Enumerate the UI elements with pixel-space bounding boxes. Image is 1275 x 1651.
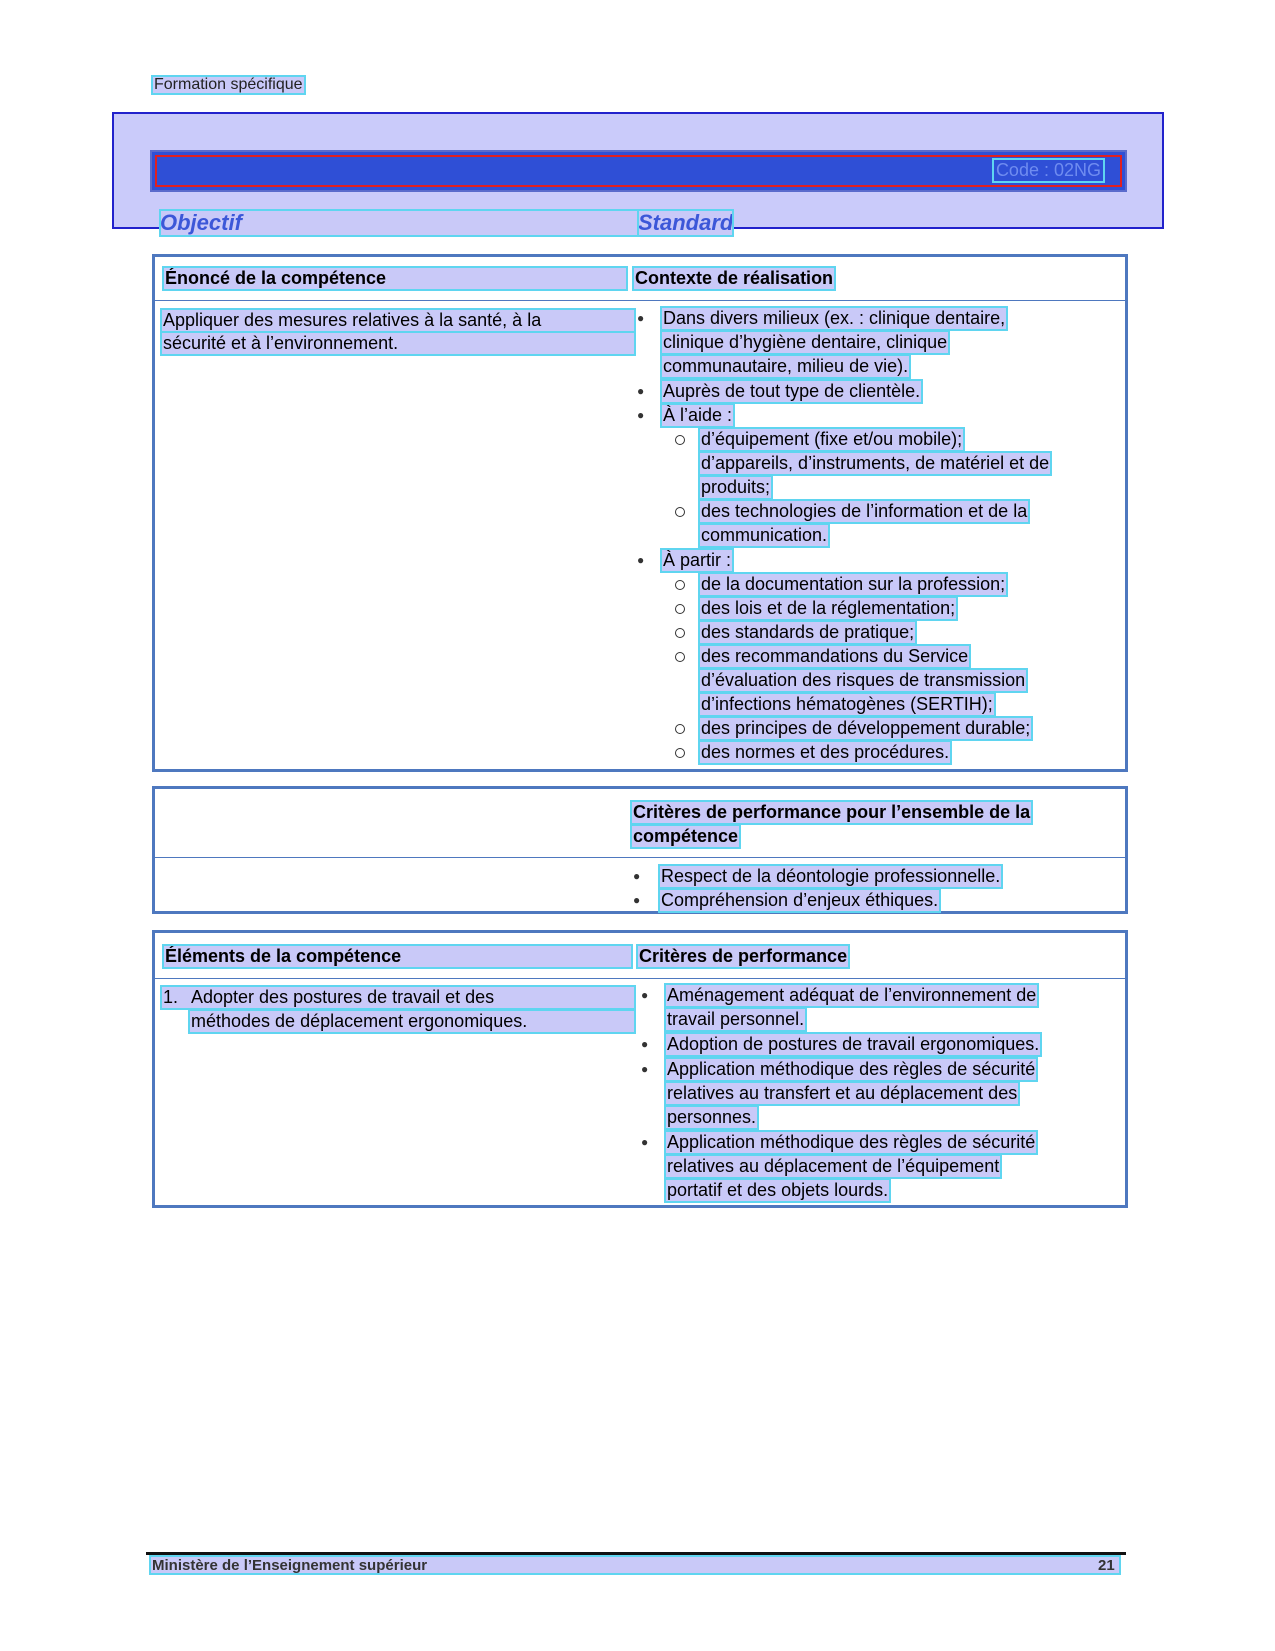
overall-criterion: Respect de la déontologie professionnelle.	[661, 866, 1001, 886]
sub-bullet-icon	[675, 748, 685, 758]
competency-code: Code : 02NG	[995, 160, 1101, 180]
overall-criteria-header: Critères de performance pour l’ensemble de la	[633, 802, 1031, 822]
bullet-icon: ●	[633, 893, 641, 907]
element-line: Adopter des postures de travail et des	[191, 987, 495, 1007]
context-line: communautaire, milieu de vie).	[663, 356, 909, 376]
overall-criteria-header: compétence	[633, 826, 739, 846]
contexte-header: Contexte de réalisation	[635, 268, 834, 288]
table-divider	[155, 857, 1125, 858]
context-subline: d’équipement (fixe et/ou mobile);	[701, 429, 963, 449]
context-subline: produits;	[701, 477, 771, 497]
context-line: À partir :	[663, 550, 732, 570]
criterion-line: relatives au déplacement de l’équipement	[667, 1156, 1000, 1176]
context-subline: d’infections hématogènes (SERTIH);	[701, 694, 993, 714]
sub-bullet-icon	[675, 724, 685, 734]
table-divider	[155, 300, 1125, 301]
criterion-line: Application méthodique des règles de sécurité	[667, 1132, 1036, 1152]
criterion-line: Application méthodique des règles de sécurité	[667, 1059, 1036, 1079]
context-line: Dans divers milieux (ex. : clinique dentaire,	[663, 308, 1006, 328]
competence-line: sécurité et à l’environnement.	[161, 332, 635, 355]
context-subline: des technologies de l’information et de la	[701, 501, 1028, 521]
bullet-icon: ●	[641, 988, 649, 1002]
enonce-header: Énoncé de la compétence	[163, 267, 627, 290]
bullet-icon: ●	[633, 869, 641, 883]
criterion-line: travail personnel.	[667, 1009, 805, 1029]
sub-bullet-icon	[675, 580, 685, 590]
context-subline: d’évaluation des risques de transmission	[701, 670, 1026, 690]
objectif-label: Objectif	[160, 210, 640, 236]
elements-criteria-table	[152, 930, 1128, 1208]
sub-bullet-icon	[675, 628, 685, 638]
table-divider	[155, 978, 1125, 979]
bullet-icon: ●	[641, 1062, 649, 1076]
bullet-icon: ●	[641, 1037, 649, 1051]
element-line: méthodes de déplacement ergonomiques.	[189, 1010, 635, 1033]
criteres-header: Critères de performance	[639, 946, 848, 966]
criterion-line: personnes.	[667, 1107, 757, 1127]
criterion-line: Aménagement adéquat de l’environnement de	[667, 985, 1037, 1005]
running-header: Formation spécifique	[154, 76, 303, 93]
page-number: 21	[1098, 1557, 1115, 1574]
context-line: À l’aide :	[663, 405, 733, 425]
context-subline: d’appareils, d’instruments, de matériel et de	[701, 453, 1050, 473]
code-bar	[150, 150, 1127, 192]
sub-bullet-icon	[675, 507, 685, 517]
context-subline: des lois et de la réglementation;	[701, 598, 956, 618]
context-subline: de la documentation sur la profession;	[701, 574, 1006, 594]
element-number: 1.	[161, 986, 635, 1009]
sub-bullet-icon	[675, 604, 685, 614]
elements-header: Éléments de la compétence	[163, 945, 632, 968]
bullet-icon: ●	[637, 311, 645, 325]
context-subline: communication.	[701, 525, 828, 545]
competence-context-table	[152, 254, 1128, 772]
criterion-line: relatives au transfert et au déplacement des	[667, 1083, 1018, 1103]
context-subline: des recommandations du Service	[701, 646, 969, 666]
bullet-icon: ●	[637, 384, 645, 398]
bullet-icon: ●	[637, 553, 645, 567]
footer-ministry: Ministère de l’Enseignement supérieur	[152, 1557, 428, 1574]
standard-label: Standard	[638, 210, 734, 235]
overall-criterion: Compréhension d’enjeux éthiques.	[661, 890, 939, 910]
context-line: Auprès de tout type de clientèle.	[663, 381, 921, 401]
code-bar-frame	[155, 155, 1122, 187]
competence-line: Appliquer des mesures relatives à la santé, à la	[161, 309, 635, 332]
context-subline: des normes et des procédures.	[701, 742, 950, 762]
bullet-icon: ●	[641, 1135, 649, 1149]
context-subline: des principes de développement durable;	[701, 718, 1031, 738]
criterion-line: Adoption de postures de travail ergonomiques.	[667, 1034, 1040, 1054]
bullet-icon: ●	[637, 408, 645, 422]
footer-rule	[146, 1552, 1126, 1555]
sub-bullet-icon	[675, 435, 685, 445]
criterion-line: portatif et des objets lourds.	[667, 1180, 889, 1200]
sub-bullet-icon	[675, 652, 685, 662]
context-line: clinique d’hygiène dentaire, clinique	[663, 332, 948, 352]
overall-criteria-table	[152, 786, 1128, 914]
context-subline: des standards de pratique;	[701, 622, 915, 642]
